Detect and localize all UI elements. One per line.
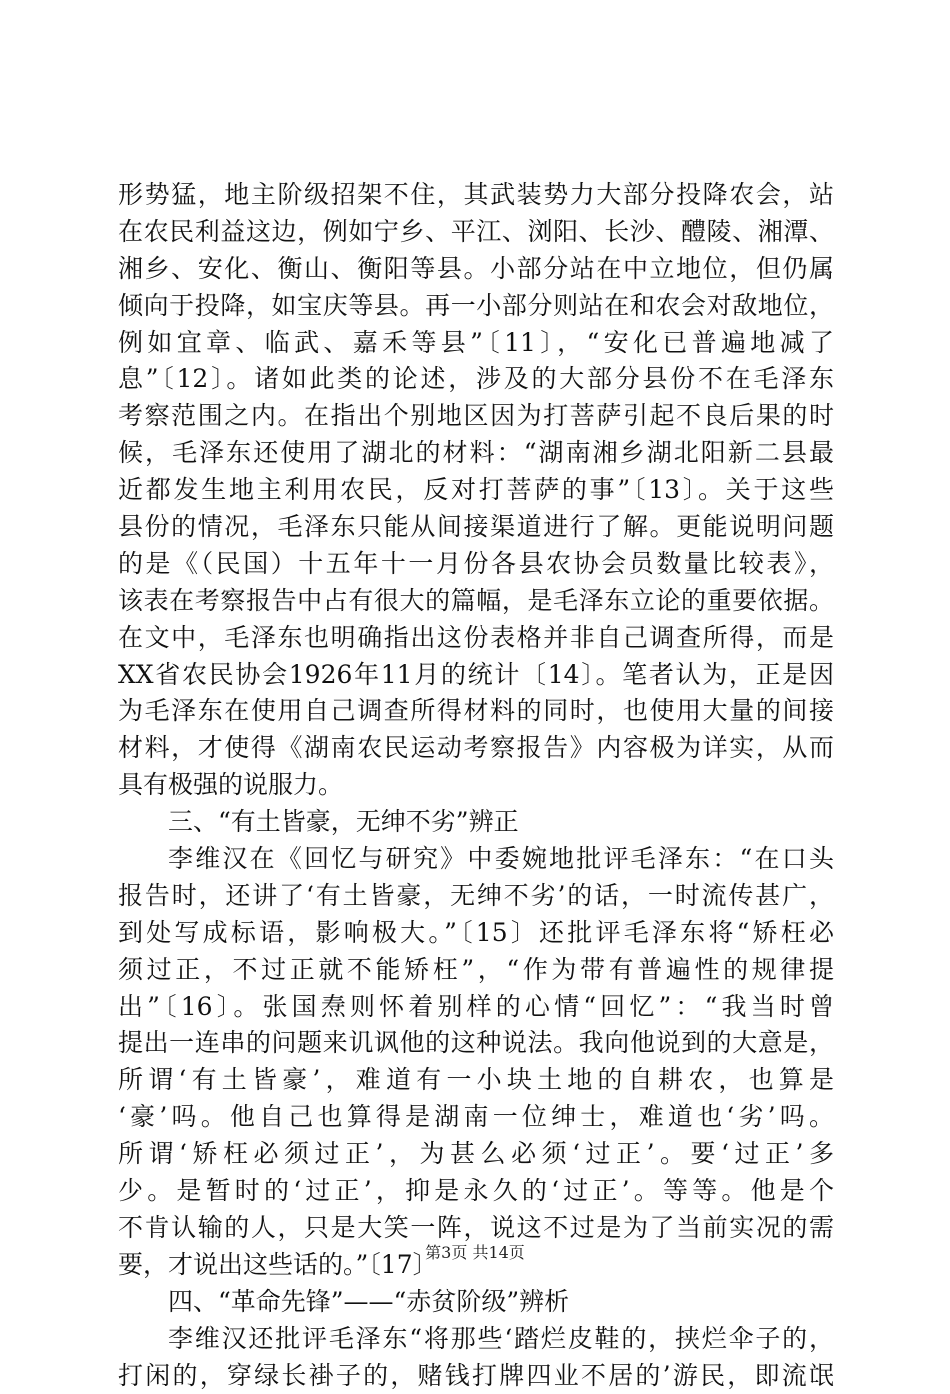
text-line: 出”〔16〕。张国焘则怀着别样的心情“回忆”：“我当时曾 — [118, 989, 834, 1026]
text-line: 要，才说出这些话的。”〔17〕 — [118, 1247, 834, 1284]
text-line: 近都发生地主利用农民，反对打菩萨的事”〔13〕。关于这些 — [118, 472, 834, 509]
text-line: 打闲的，穿绿长褂子的，赌钱打牌四业不居的’游民，即流氓 — [118, 1358, 834, 1394]
text-line: 为毛泽东在使用自己调查所得材料的同时，也使用大量的间接 — [118, 693, 834, 730]
page-footer — [0, 1240, 950, 1263]
text-line: 少。是暂时的‘过正’，抑是永久的‘过正’。等等。他是个 — [118, 1173, 834, 1210]
text-line: 李维汉在《回忆与研究》中委婉地批评毛泽东：“在口头 — [118, 841, 834, 878]
text-line: 的是《（民国）十五年十一月份各县农协会员数量比较表》， — [118, 546, 834, 583]
text-line: 息”〔12〕。诸如此类的论述，涉及的大部分县份不在毛泽东 — [118, 361, 834, 398]
text-line: 所谓‘有土皆豪’，难道有一小块土地的自耕农，也算是 — [118, 1062, 834, 1099]
text-line: 李维汉还批评毛泽东“将那些‘踏烂皮鞋的，挟烂伞子的， — [118, 1321, 834, 1358]
text-line: 不肯认输的人，只是大笑一阵，说这不过是为了当前实况的需 — [118, 1210, 834, 1247]
text-line: 倾向于投降，如宝庆等县。再一小部分则站在和农会对敌地位， — [118, 288, 834, 325]
text-line: ‘豪’吗。他自己也算得是湖南一位绅士，难道也‘劣’吗。 — [118, 1099, 834, 1136]
section-heading: 四、“革命先锋”——“赤贫阶级”辨析 — [118, 1284, 834, 1321]
text-line: 县份的情况，毛泽东只能从间接渠道进行了解。更能说明问题 — [118, 509, 834, 546]
text-line: 形势猛，地主阶级招架不住，其武装势力大部分投降农会，站 — [118, 177, 834, 214]
text-line: 须过正，不过正就不能矫枉”，“作为带有普遍性的规律提 — [118, 952, 834, 989]
text-line: 候，毛泽东还使用了湖北的材料：“湖南湘乡湖北阳新二县最 — [118, 435, 834, 472]
text-line: 提出一连串的问题来讥讽他的这种说法。我向他说到的大意是， — [118, 1025, 834, 1062]
section-heading: 三、“有土皆豪，无绅不劣”辨正 — [118, 804, 834, 841]
text-line: 报告时，还讲了‘有土皆豪，无绅不劣’的话，一时流传甚广， — [118, 878, 834, 915]
body-text — [118, 177, 834, 1394]
text-line: 在文中，毛泽东也明确指出这份表格并非自己调查所得，而是 — [118, 620, 834, 657]
text-line: 材料，才使得《湖南农民运动考察报告》内容极为详实，从而 — [118, 730, 834, 767]
text-line: 例如宜章、临武、嘉禾等县”〔11〕，“安化已普遍地减了 — [118, 325, 834, 362]
text-line: 考察范围之内。在指出个别地区因为打菩萨引起不良后果的时 — [118, 398, 834, 435]
page-number: 第3页 共14页 — [425, 1243, 525, 1262]
text-line: 到处写成标语，影响极大。”〔15〕还批评毛泽东将“矫枉必 — [118, 915, 834, 952]
text-line: 该表在考察报告中占有很大的篇幅，是毛泽东立论的重要依据。 — [118, 583, 834, 620]
text-line: 所谓‘矫枉必须过正’，为甚么必须‘过正’。要‘过正’多 — [118, 1136, 834, 1173]
text-line: XX省农民协会1926年11月的统计〔14〕。笔者认为，正是因 — [118, 657, 834, 694]
text-line: 在农民利益这边，例如宁乡、平江、浏阳、长沙、醴陵、湘潭、 — [118, 214, 834, 251]
text-line: 湘乡、安化、衡山、衡阳等县。小部分站在中立地位，但仍属 — [118, 251, 834, 288]
text-line: 具有极强的说服力。 — [118, 767, 834, 804]
